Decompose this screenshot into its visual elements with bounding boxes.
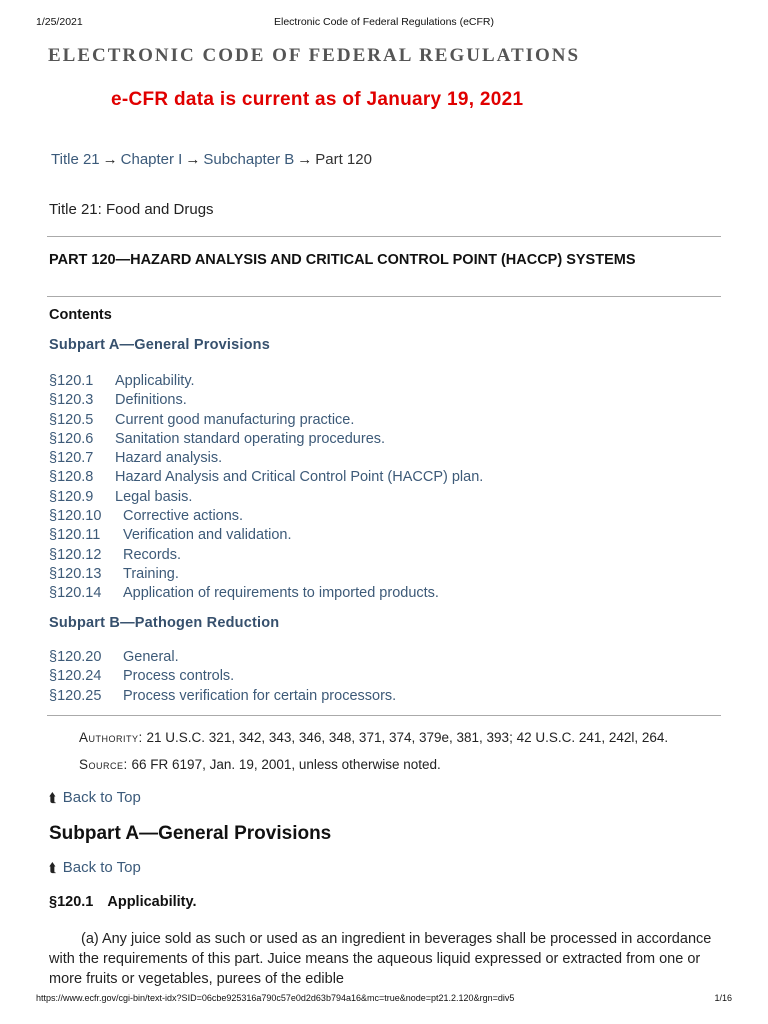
section-120-1-paragraph-a: (a) Any juice sold as such or used as an ingredient in beverages shall be processed in accordance with the requirements of this part. Juice means the aqueous liquid expressed or extracted from one or more fruits or vegetables, purees of the edible (49, 931, 712, 987)
toc-subpart-a-link[interactable]: Subpart A—General Provisions (49, 337, 271, 353)
toc-item[interactable] (49, 372, 483, 391)
toc-section-number: §120.12 (49, 546, 102, 563)
toc-section-number: §120.25 (49, 687, 102, 704)
source-note (79, 757, 441, 772)
toc-subpart-b-list (49, 648, 396, 706)
toc-section-title: Current good manufacturing practice. (115, 411, 355, 428)
toc-item[interactable] (49, 430, 483, 449)
toc-section-title: General. (123, 649, 179, 665)
authority-note (79, 730, 668, 745)
toc-item[interactable] (49, 526, 483, 545)
toc-item[interactable] (49, 687, 396, 706)
source-label: Source: (79, 757, 128, 772)
divider (47, 715, 721, 716)
back-to-top-icon: ⮬ (49, 790, 57, 805)
toc-item[interactable] (49, 584, 483, 603)
print-header (36, 16, 732, 30)
source-text: 66 FR 6197, Jan. 19, 2001, unless otherwise noted. (131, 757, 441, 772)
toc-section-title: Verification and validation. (123, 527, 292, 544)
authority-text: 21 U.S.C. 321, 342, 343, 346, 348, 371, 374, 379e, 381, 393; 42 U.S.C. 241, 242l, 264. (146, 730, 669, 745)
print-date: 1/25/2021 (36, 16, 83, 28)
toc-item[interactable] (49, 648, 396, 667)
breadcrumb-title-link[interactable]: Title 21 (51, 151, 100, 168)
toc-section-title: Definitions. (115, 392, 187, 409)
toc-section-title: Hazard analysis. (115, 450, 223, 467)
toc-item[interactable] (49, 565, 483, 584)
back-to-top-link[interactable] (49, 789, 141, 806)
toc-section-number: §120.6 (49, 430, 94, 447)
back-to-top-label: Back to Top (62, 789, 141, 806)
breadcrumb-subchapter-link[interactable]: Subchapter B (203, 151, 295, 168)
toc-section-number: §120.14 (49, 585, 102, 602)
breadcrumb (51, 151, 372, 168)
toc-item[interactable] (49, 391, 483, 410)
toc-subpart-b-link[interactable]: Subpart B—Pathogen Reduction (49, 615, 280, 631)
part-heading: PART 120—HAZARD ANALYSIS AND CRITICAL CONTROL POINT (HACCP) SYSTEMS (49, 252, 636, 268)
print-url: https://www.ecfr.gov/cgi-bin/text-idx?SID=06cbe925316a790c57e0d2d63b794a16&mc=true&node=pt21.2.120&rgn=div5 (36, 993, 515, 1003)
toc-section-title: Legal basis. (115, 488, 193, 505)
breadcrumb-current: Part 120 (315, 151, 372, 168)
breadcrumb-chapter-link[interactable]: Chapter I (120, 151, 183, 168)
toc-section-title: Training. (123, 565, 179, 582)
toc-section-number: §120.11 (49, 527, 101, 544)
breadcrumb-separator: → (297, 151, 313, 168)
divider (47, 236, 721, 237)
toc-item[interactable] (49, 449, 483, 468)
toc-item[interactable] (49, 546, 483, 565)
toc-section-title: Applicability. (115, 373, 195, 389)
page-count: 1/16 (714, 993, 732, 1003)
toc-section-title: Hazard Analysis and Critical Control Point (HACCP) plan. (115, 469, 484, 486)
toc-section-number: §120.1 (49, 373, 94, 389)
back-to-top-label: Back to Top (62, 859, 141, 876)
contents-label: Contents (49, 307, 112, 323)
section-title: Applicability. (107, 894, 197, 910)
site-title: ELECTRONIC CODE OF FEDERAL REGULATIONS (48, 45, 581, 66)
toc-section-title: Corrective actions. (123, 508, 244, 525)
breadcrumb-separator: → (102, 151, 118, 168)
toc-section-number: §120.3 (49, 392, 94, 409)
toc-section-number: §120.20 (49, 649, 102, 665)
back-to-top-link[interactable] (49, 859, 141, 876)
subpart-a-heading: Subpart A—General Provisions (49, 823, 332, 844)
toc-section-title: Process controls. (123, 668, 235, 685)
print-doc-title: Electronic Code of Federal Regulations (eCFR) (273, 16, 494, 28)
section-120-1-heading (49, 894, 197, 910)
toc-section-number: §120.5 (49, 411, 94, 428)
title-line: Title 21: Food and Drugs (49, 201, 214, 218)
toc-item[interactable] (49, 667, 396, 686)
toc-item[interactable] (49, 488, 483, 507)
toc-subpart-a-list (49, 372, 483, 604)
toc-section-number: §120.24 (49, 668, 102, 685)
toc-section-title: Sanitation standard operating procedures. (115, 430, 386, 447)
toc-section-number: §120.7 (49, 450, 94, 467)
toc-section-title: Records. (123, 546, 182, 563)
current-as-of-notice: e-CFR data is current as of January 19, 2021 (111, 89, 524, 110)
toc-section-number: §120.9 (49, 488, 94, 505)
back-to-top-icon: ⮬ (49, 860, 57, 875)
toc-section-title: Application of requirements to imported products. (123, 585, 439, 602)
toc-item[interactable] (49, 468, 483, 487)
authority-label: Authority: (79, 730, 143, 745)
section-number: §120.1 (49, 894, 94, 910)
toc-item[interactable] (49, 507, 483, 526)
toc-section-title: Process verification for certain processors. (123, 687, 397, 704)
toc-section-number: §120.8 (49, 469, 94, 486)
breadcrumb-separator: → (185, 151, 201, 168)
toc-section-number: §120.13 (49, 565, 102, 582)
divider (47, 296, 721, 297)
toc-section-number: §120.10 (49, 508, 102, 525)
toc-item[interactable] (49, 411, 483, 430)
